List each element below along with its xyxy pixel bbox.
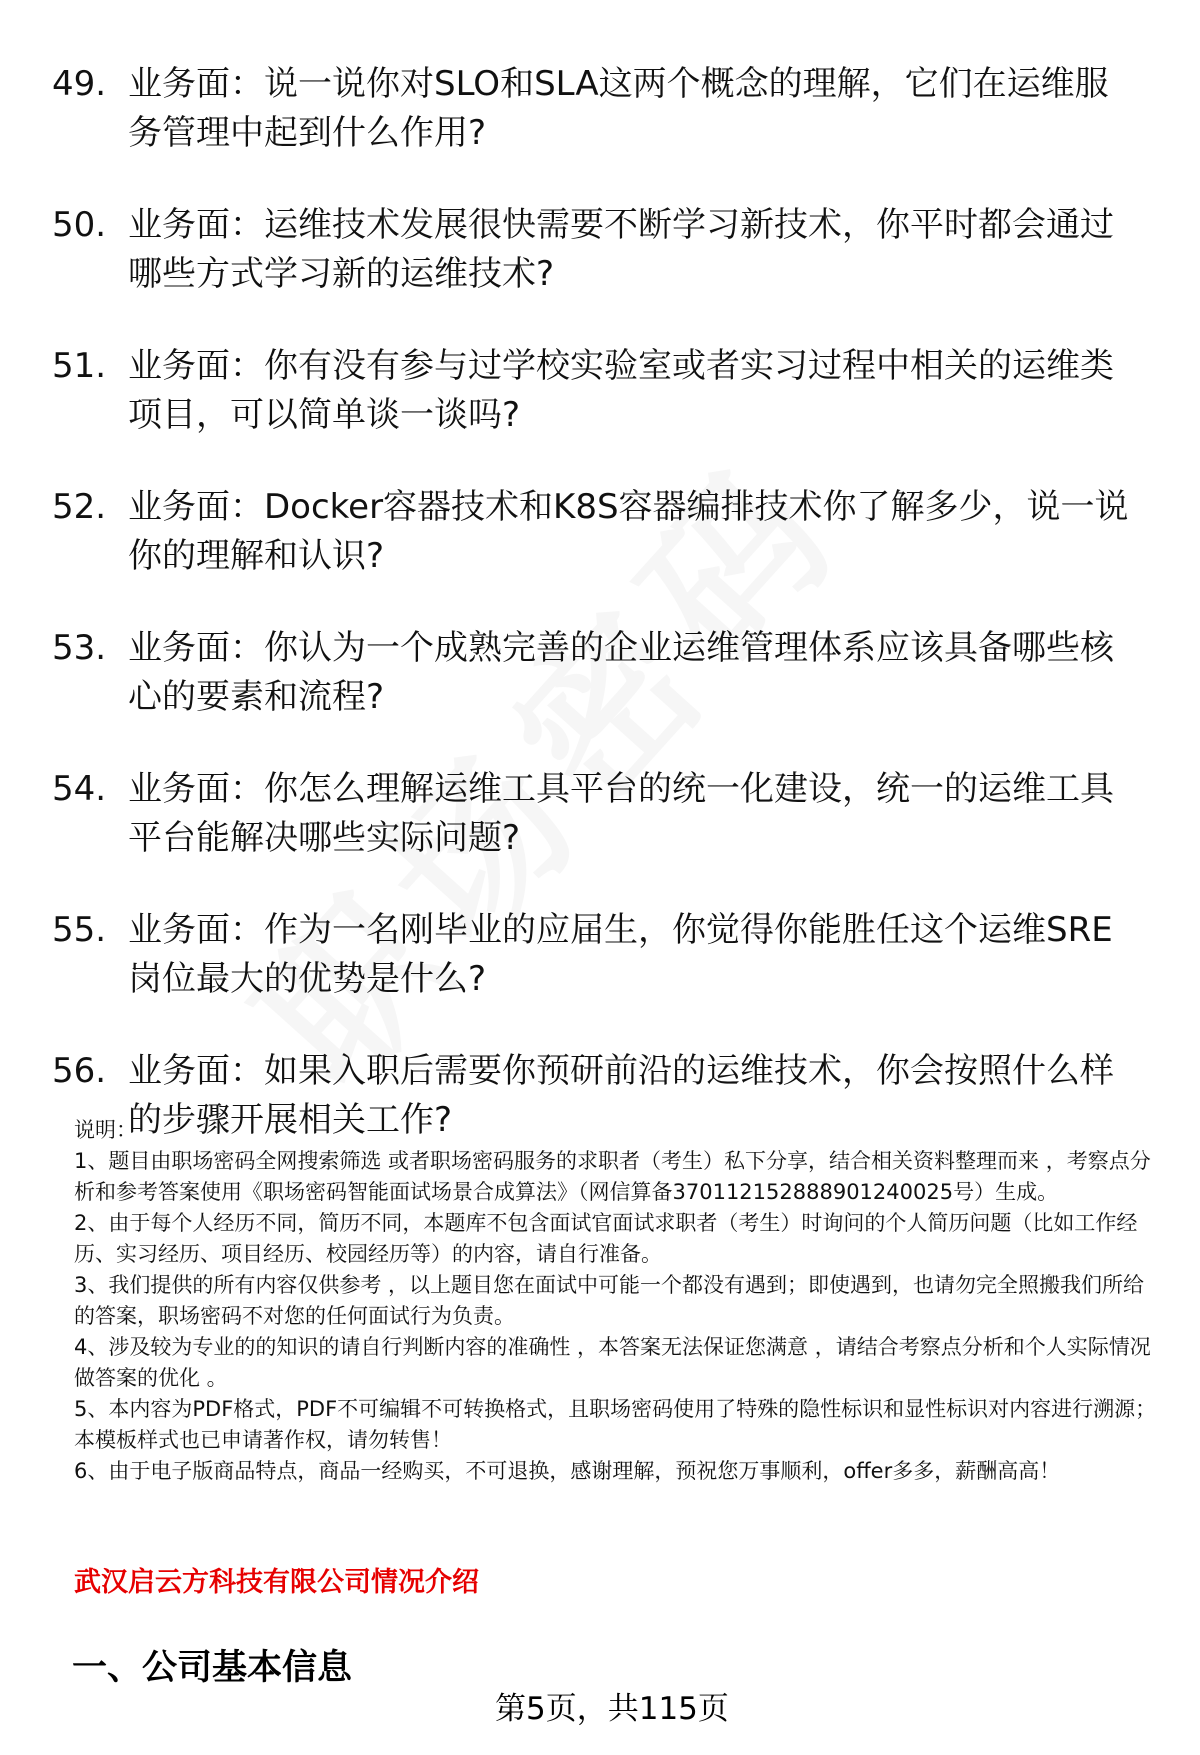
note-item: 6、由于电子版商品特点，商品一经购买，不可退换，感谢理解，预祝您万事顺利，offer多多，薪酬高高！ xyxy=(74,1459,1061,1483)
note-item: 2、由于每个人经历不同，简历不同，本题库不包含面试官面试求职者（考生）时询问的个人简历问题（比如工作经历、实习经历、项目经历、校园经历等）的内容，请自行准备。 xyxy=(74,1211,1138,1266)
question-item xyxy=(52,906,1152,1004)
note-item: 3、我们提供的所有内容仅供参考 ，以上题目您在面试中可能一个都没有遇到；即使遇到，也请勿完全照搬我们所给的答案，职场密码不对您的任何面试行为负责。 xyxy=(74,1273,1145,1328)
question-text: 业务面：如果入职后需要你预研前沿的运维技术，你会按照什么样的步骤开展相关工作? xyxy=(128,1051,1114,1140)
question-text: 业务面：说一说你对SLO和SLA这两个概念的理解，它们在运维服务管理中起到什么作用? xyxy=(128,64,1109,153)
question-text: 业务面：你怎么理解运维工具平台的统一化建设，统一的运维工具平台能解决哪些实际问题? xyxy=(128,769,1114,858)
question-item xyxy=(52,342,1152,440)
question-number: 51. xyxy=(52,346,107,386)
disclaimer-notes xyxy=(74,1115,1164,1487)
question-item xyxy=(52,60,1152,158)
section-heading: 一、公司基本信息 xyxy=(72,1648,353,1688)
question-item xyxy=(52,483,1152,581)
question-text: 业务面：你有没有参与过学校实验室或者实习过程中相关的运维类项目，可以简单谈一谈吗? xyxy=(128,346,1114,435)
question-text: 业务面：运维技术发展很快需要不断学习新技术，你平时都会通过哪些方式学习新的运维技术? xyxy=(128,205,1114,294)
question-number: 50. xyxy=(52,205,107,245)
question-number: 56. xyxy=(52,1051,107,1091)
question-number: 53. xyxy=(52,628,107,668)
note-item: 5、本内容为PDF格式，PDF不可编辑不可转换格式，且职场密码使用了特殊的隐性标识和显性标识对内容进行溯源；本模板样式也已申请著作权，请勿转售！ xyxy=(74,1397,1157,1452)
question-text: 业务面：作为一名刚毕业的应届生，你觉得你能胜任这个运维SRE岗位最大的优势是什么? xyxy=(128,910,1113,999)
question-item xyxy=(52,624,1152,722)
note-item: 1、题目由职场密码全网搜索筛选 或者职场密码服务的求职者（考生）私下分享，结合相关资料整理而来 ，考察点分析和参考答案使用《职场密码智能面试场景合成算法》（网信算备370112152888901240025号）生成。 xyxy=(74,1149,1151,1204)
question-number: 49. xyxy=(52,64,107,104)
page-number: 第5页，共115页 xyxy=(495,1691,729,1727)
question-number: 55. xyxy=(52,910,107,950)
question-number: 54. xyxy=(52,769,107,809)
company-intro-title: 武汉启云方科技有限公司情况介绍 xyxy=(74,1567,479,1598)
question-number: 52. xyxy=(52,487,107,527)
notes-heading: 说明： xyxy=(74,1118,137,1142)
question-list xyxy=(52,60,1152,1188)
question-text: 业务面：Docker容器技术和K8S容器编排技术你了解多少，说一说你的理解和认识? xyxy=(128,487,1129,576)
question-item xyxy=(52,201,1152,299)
note-item: 4、涉及较为专业的的知识的请自行判断内容的准确性 ，本答案无法保证您满意 ，请结合考察点分析和个人实际情况做答案的优化 。 xyxy=(74,1335,1151,1390)
question-item xyxy=(52,765,1152,863)
question-text: 业务面：你认为一个成熟完善的企业运维管理体系应该具备哪些核心的要素和流程? xyxy=(128,628,1114,717)
